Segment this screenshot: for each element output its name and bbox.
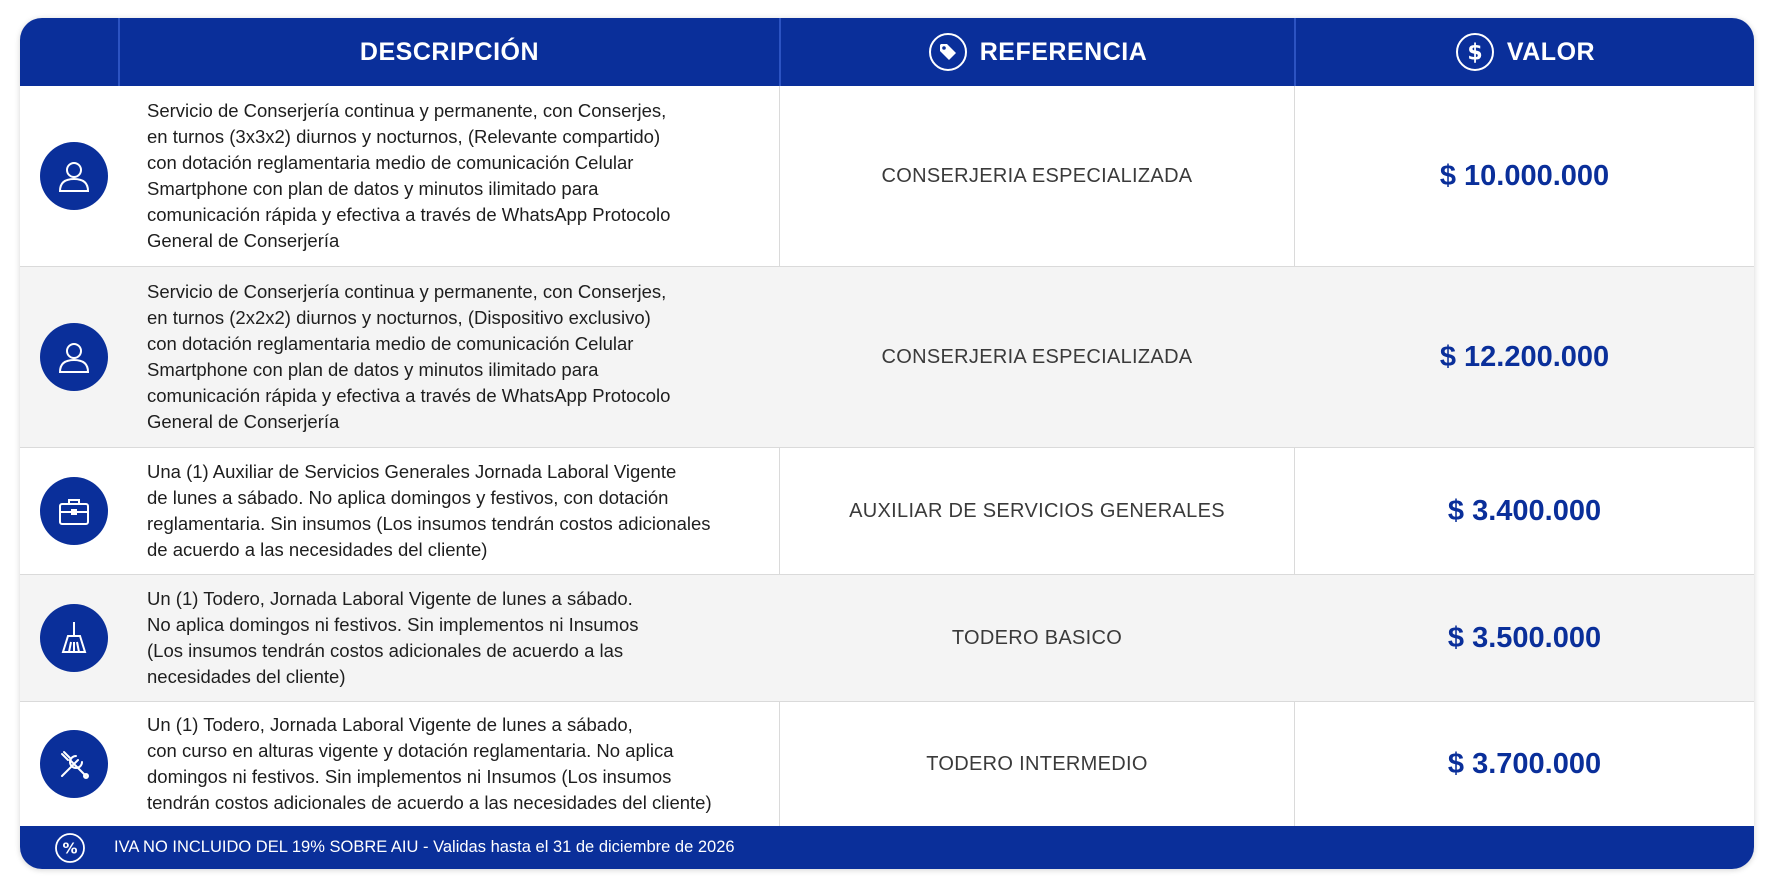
table-row <box>20 575 1754 701</box>
row-value: $ 10.000.000 <box>1439 159 1610 192</box>
tag-icon <box>928 32 968 72</box>
table-footer <box>20 826 1754 869</box>
row-description: Una (1) Auxiliar de Servicios Generales Jornada Laboral Vigente de lunes a sábado. No aplica domingos y festivos, con dotación reglamentaria. Sin insumos (Los insumos tendrán costos adicionales de acuerdo a las necesidades del cliente) <box>147 461 711 560</box>
table-header <box>20 18 1754 86</box>
row-reference: CONSERJERIA ESPECIALIZADA <box>881 345 1193 368</box>
price-table-card <box>20 18 1754 869</box>
row-reference: AUXILIAR DE SERVICIOS GENERALES <box>849 499 1225 522</box>
row-value: $ 3.500.000 <box>1447 621 1602 654</box>
tools-icon <box>40 730 108 798</box>
header-descripcion-label: DESCRIPCIÓN <box>359 37 540 66</box>
briefcase-icon <box>40 477 108 545</box>
row-value: $ 12.200.000 <box>1439 340 1610 373</box>
table-row <box>20 702 1754 826</box>
footer-note: IVA NO INCLUIDO DEL 19% SOBRE AIU - Validas hasta el 31 de diciembre de 2026 <box>114 838 735 856</box>
row-reference: TODERO INTERMEDIO <box>926 752 1148 775</box>
row-reference: CONSERJERIA ESPECIALIZADA <box>881 164 1193 187</box>
row-value: $ 3.700.000 <box>1447 747 1602 780</box>
user-icon <box>40 142 108 210</box>
table-row <box>20 448 1754 574</box>
header-descripcion <box>120 18 779 86</box>
table-row <box>20 267 1754 447</box>
user-icon <box>40 323 108 391</box>
row-description: Servicio de Conserjería continua y permanente, con Conserjes, en turnos (2x2x2) diurnos y nocturnos, (Dispositivo exclusivo) con dotación reglamentaria medio de comunicación Celular Smartphone con plan de datos y minutos ilimitado para comunicación rápida y efectiva a través de WhatsApp Protocolo General de Conserjería <box>147 281 671 432</box>
row-description: Un (1) Todero, Jornada Laboral Vigente de lunes a sábado. No aplica domingos ni festivos. Sin implementos ni Insumos (Los insumos tendrán costos adicionales de acuerdo a las necesidades del cliente) <box>147 588 639 687</box>
row-description: Servicio de Conserjería continua y permanente, con Conserjes, en turnos (3x3x2) diurnos y nocturnos, (Relevante compartido) con dotación reglamentaria medio de comunicación Celular Smartphone con plan de datos y minutos ilimitado para comunicación rápida y efectiva a través de WhatsApp Protocolo General de Conserjería <box>147 100 671 251</box>
row-reference: TODERO BASICO <box>951 626 1123 649</box>
dollar-icon <box>1455 32 1495 72</box>
broom-icon <box>40 604 108 672</box>
header-referencia-label: REFERENCIA <box>979 37 1148 66</box>
svg-text:$: $ <box>1467 40 1483 66</box>
row-description: Un (1) Todero, Jornada Laboral Vigente de lunes a sábado, con curso en alturas vigente y dotación reglamentaria. No aplica domingos ni festivos. Sin implementos ni Insumos (Los insumos tendrán costos adicionales de acuerdo a las necesidades del cliente) <box>147 714 712 813</box>
header-valor <box>1296 18 1754 86</box>
table-row <box>20 86 1754 266</box>
svg-text:%: % <box>62 839 78 858</box>
row-value: $ 3.400.000 <box>1447 494 1602 527</box>
header-referencia <box>781 18 1294 86</box>
header-valor-label: VALOR <box>1506 37 1596 66</box>
percent-icon <box>54 832 86 864</box>
